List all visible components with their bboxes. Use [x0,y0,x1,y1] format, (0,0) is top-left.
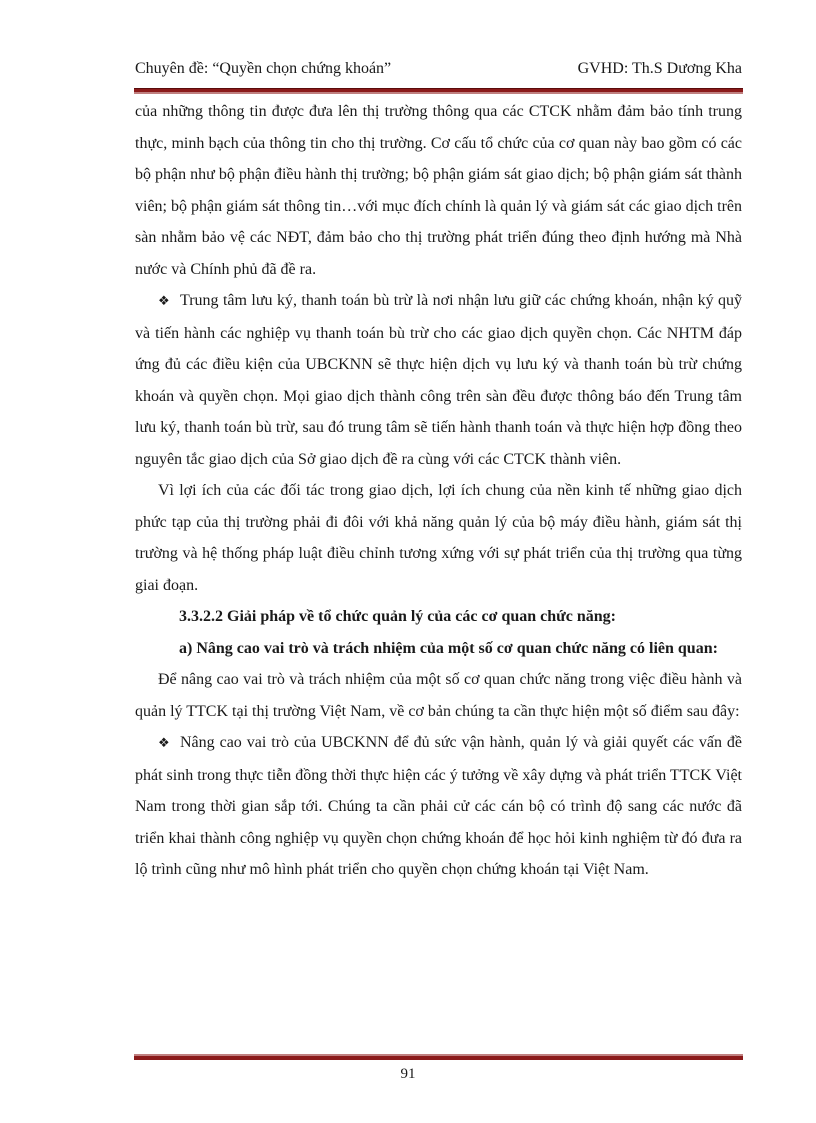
bullet-ubcknn [135,727,742,886]
section-heading: 3.3.2.2 Giải pháp về tổ chức quản lý của các cơ quan chức năng: [179,608,616,625]
page-body [135,96,742,886]
diamond-bullet-icon: ❖ [158,294,170,309]
header-rule [134,88,743,92]
bullet-text: Trung tâm lưu ký, thanh toán bù trừ là nơi nhận lưu giữ các chứng khoán, nhận ký quỹ và tiến hành các nghiệp vụ thanh toán bù trừ cho các giao dịch quyền chọn. Các NHTM đáp ứng đủ các điều kiện của UBCKNN sẽ thực hiện dịch vụ lưu ký và thanh toán bù trừ chứng khoán và quyền chọn. Mọi giao dịch thành công trên sàn đều được thông báo đến Trung tâm lưu ký, thanh toán bù trừ, sau đó trung tâm sẽ tiến hành thanh toán và thực hiện hợp đồng theo nguyên tắc giao dịch của Sở giao dịch đề ra cùng với các CTCK thành viên. [135,292,742,468]
paragraph-benefits: Vì lợi ích của các đối tác trong giao dịch, lợi ích chung của nền kinh tế những giao dịch phức tạp của thị trường phải đi đôi với khả năng quản lý của bộ máy điều hành, giám sát thị trường và hệ thống pháp luật điều chỉnh tương xứng với sự phát triển của thị trường qua từng giai đoạn. [135,482,742,594]
header-title: Chuyên đề: “Quyền chọn chứng khoán” [135,60,392,77]
bullet-clearing-center [135,285,742,475]
page-number: 91 [400,1066,416,1082]
paragraph-intro: Để nâng cao vai trò và trách nhiệm của một số cơ quan chức năng trong việc điều hành và quản lý TTCK tại thị trường Việt Nam, về cơ bản chúng ta cần thực hiện một số điểm sau đây: [135,671,742,720]
footer-rule [134,1056,743,1060]
subsection-heading: a) Nâng cao vai trò và trách nhiệm của một số cơ quan chức năng có liên quan: [179,639,718,657]
bullet-text: Nâng cao vai trò của UBCKNN để đủ sức vận hành, quản lý và giải quyết các vấn đề phát sinh trong thực tiễn đồng thời thực hiện các ý tưởng về xây dựng và phát triển TTCK Việt Nam trong thời gian sắp tới. Chúng ta cần phải cử các cán bộ có trình độ sang các nước đã triển khai thành công nghiệp vụ quyền chọn chứng khoán để học hỏi kinh nghiệm từ đó đưa ra lộ trình cũng như mô hình phát triển cho quyền chọn chứng khoán tại Việt Nam. [135,734,742,878]
diamond-bullet-icon: ❖ [158,736,170,751]
paragraph-continued: của những thông tin được đưa lên thị trường thông qua các CTCK nhằm đảm bảo tính trung thực, minh bạch của thông tin cho thị trường. Cơ cấu tổ chức của cơ quan này bao gồm có các bộ phận như bộ phận điều hành thị trường; bộ phận giám sát giao dịch; bộ phận giám sát thành viên; bộ phận giám sát thông tin…với mục đích chính là quản lý và giám sát các giao dịch trên sàn nhằm bảo vệ các NĐT, đảm bảo cho thị trường phát triển đúng theo định hướng mà Nhà nước và Chính phủ đã đề ra. [135,103,742,278]
page-header [135,60,742,84]
header-instructor: GVHD: Th.S Dương Kha [577,60,742,77]
